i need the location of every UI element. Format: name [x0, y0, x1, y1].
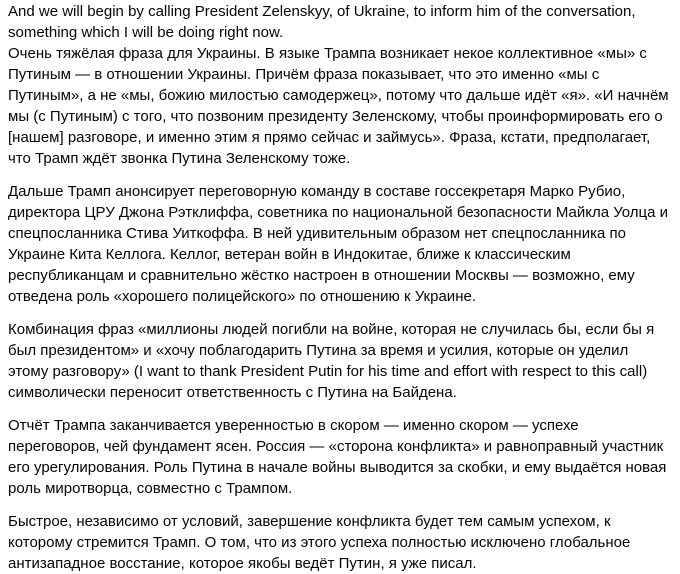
paragraph-1-quote: And we will begin by calling President Zelenskyy, of Ukraine, to inform him of the conversation, something which I will be doing right now. Очень тяжёлая фраза для Украины. В языке Трампа возникает некое коллективное «мы» с Путиным — в отношении Украины. Причём фраза показывает, что это именно «мы с Путиным», а не «мы, божию милостью самодержец», потому что дальше идёт «я». «И начнём мы (с Путиным) с того, что позвоним президенту Зеленскому, чтобы проинформировать его о [нашем] разговоре, и именно этим я прямо сейчас и займусь». Фраза, кстати, предполагает, что Трамп ждёт звонка Путина Зеленскому тоже.: [8, 3, 669, 167]
paragraph-3: Комбинация фраз «миллионы людей погибли на войне, которая не случилась бы, если бы я был президентом» и «хочу поблагодарить Путина за время и усилия, которые он уделил этому разговору» (I want to thank President Putin for his time and effort with respect to this call) символически переносит ответственность с Путина на Байдена.: [8, 321, 655, 401]
paragraph-2: Дальше Трамп анонсирует переговорную команду в составе госсекретаря Марко Рубио, директора ЦРУ Джона Рэтклиффа, советника по национальной безопасности Майкла Уолца и спецпосланника Стива Уиткоффа. В ней удивительным образом нет спецпосланника по Украине Кита Келлога. Келлог, ветеран войн в Индокитае, ближе к классическим республиканцам и сравнительно жёстко настроен в отношении Москвы — возможно, ему отведена роль «хорошего полицейского» по отношению к Украине.: [8, 183, 668, 305]
paragraph-1: [8, 1, 672, 169]
paragraph-4: Отчёт Трампа заканчивается уверенностью в скором — именно скором — успехе переговоров, чей фундамент ясен. Россия — «сторона конфликта» и равноправный участник его урегулирования. Роль Путина в начале войны выводится за скобки, и ему выдаётся новая роль миротворца, совместно с Трампом.: [8, 417, 667, 497]
paragraph-5: Быстрое, независимо от условий, завершение конфликта будет тем самым успехом, к которому стремится Трамп. О том, что из этого успеха полностью исключено глобальное антизападное восстание, которое якобы ведёт Путин, я уже писал.: [8, 513, 631, 572]
